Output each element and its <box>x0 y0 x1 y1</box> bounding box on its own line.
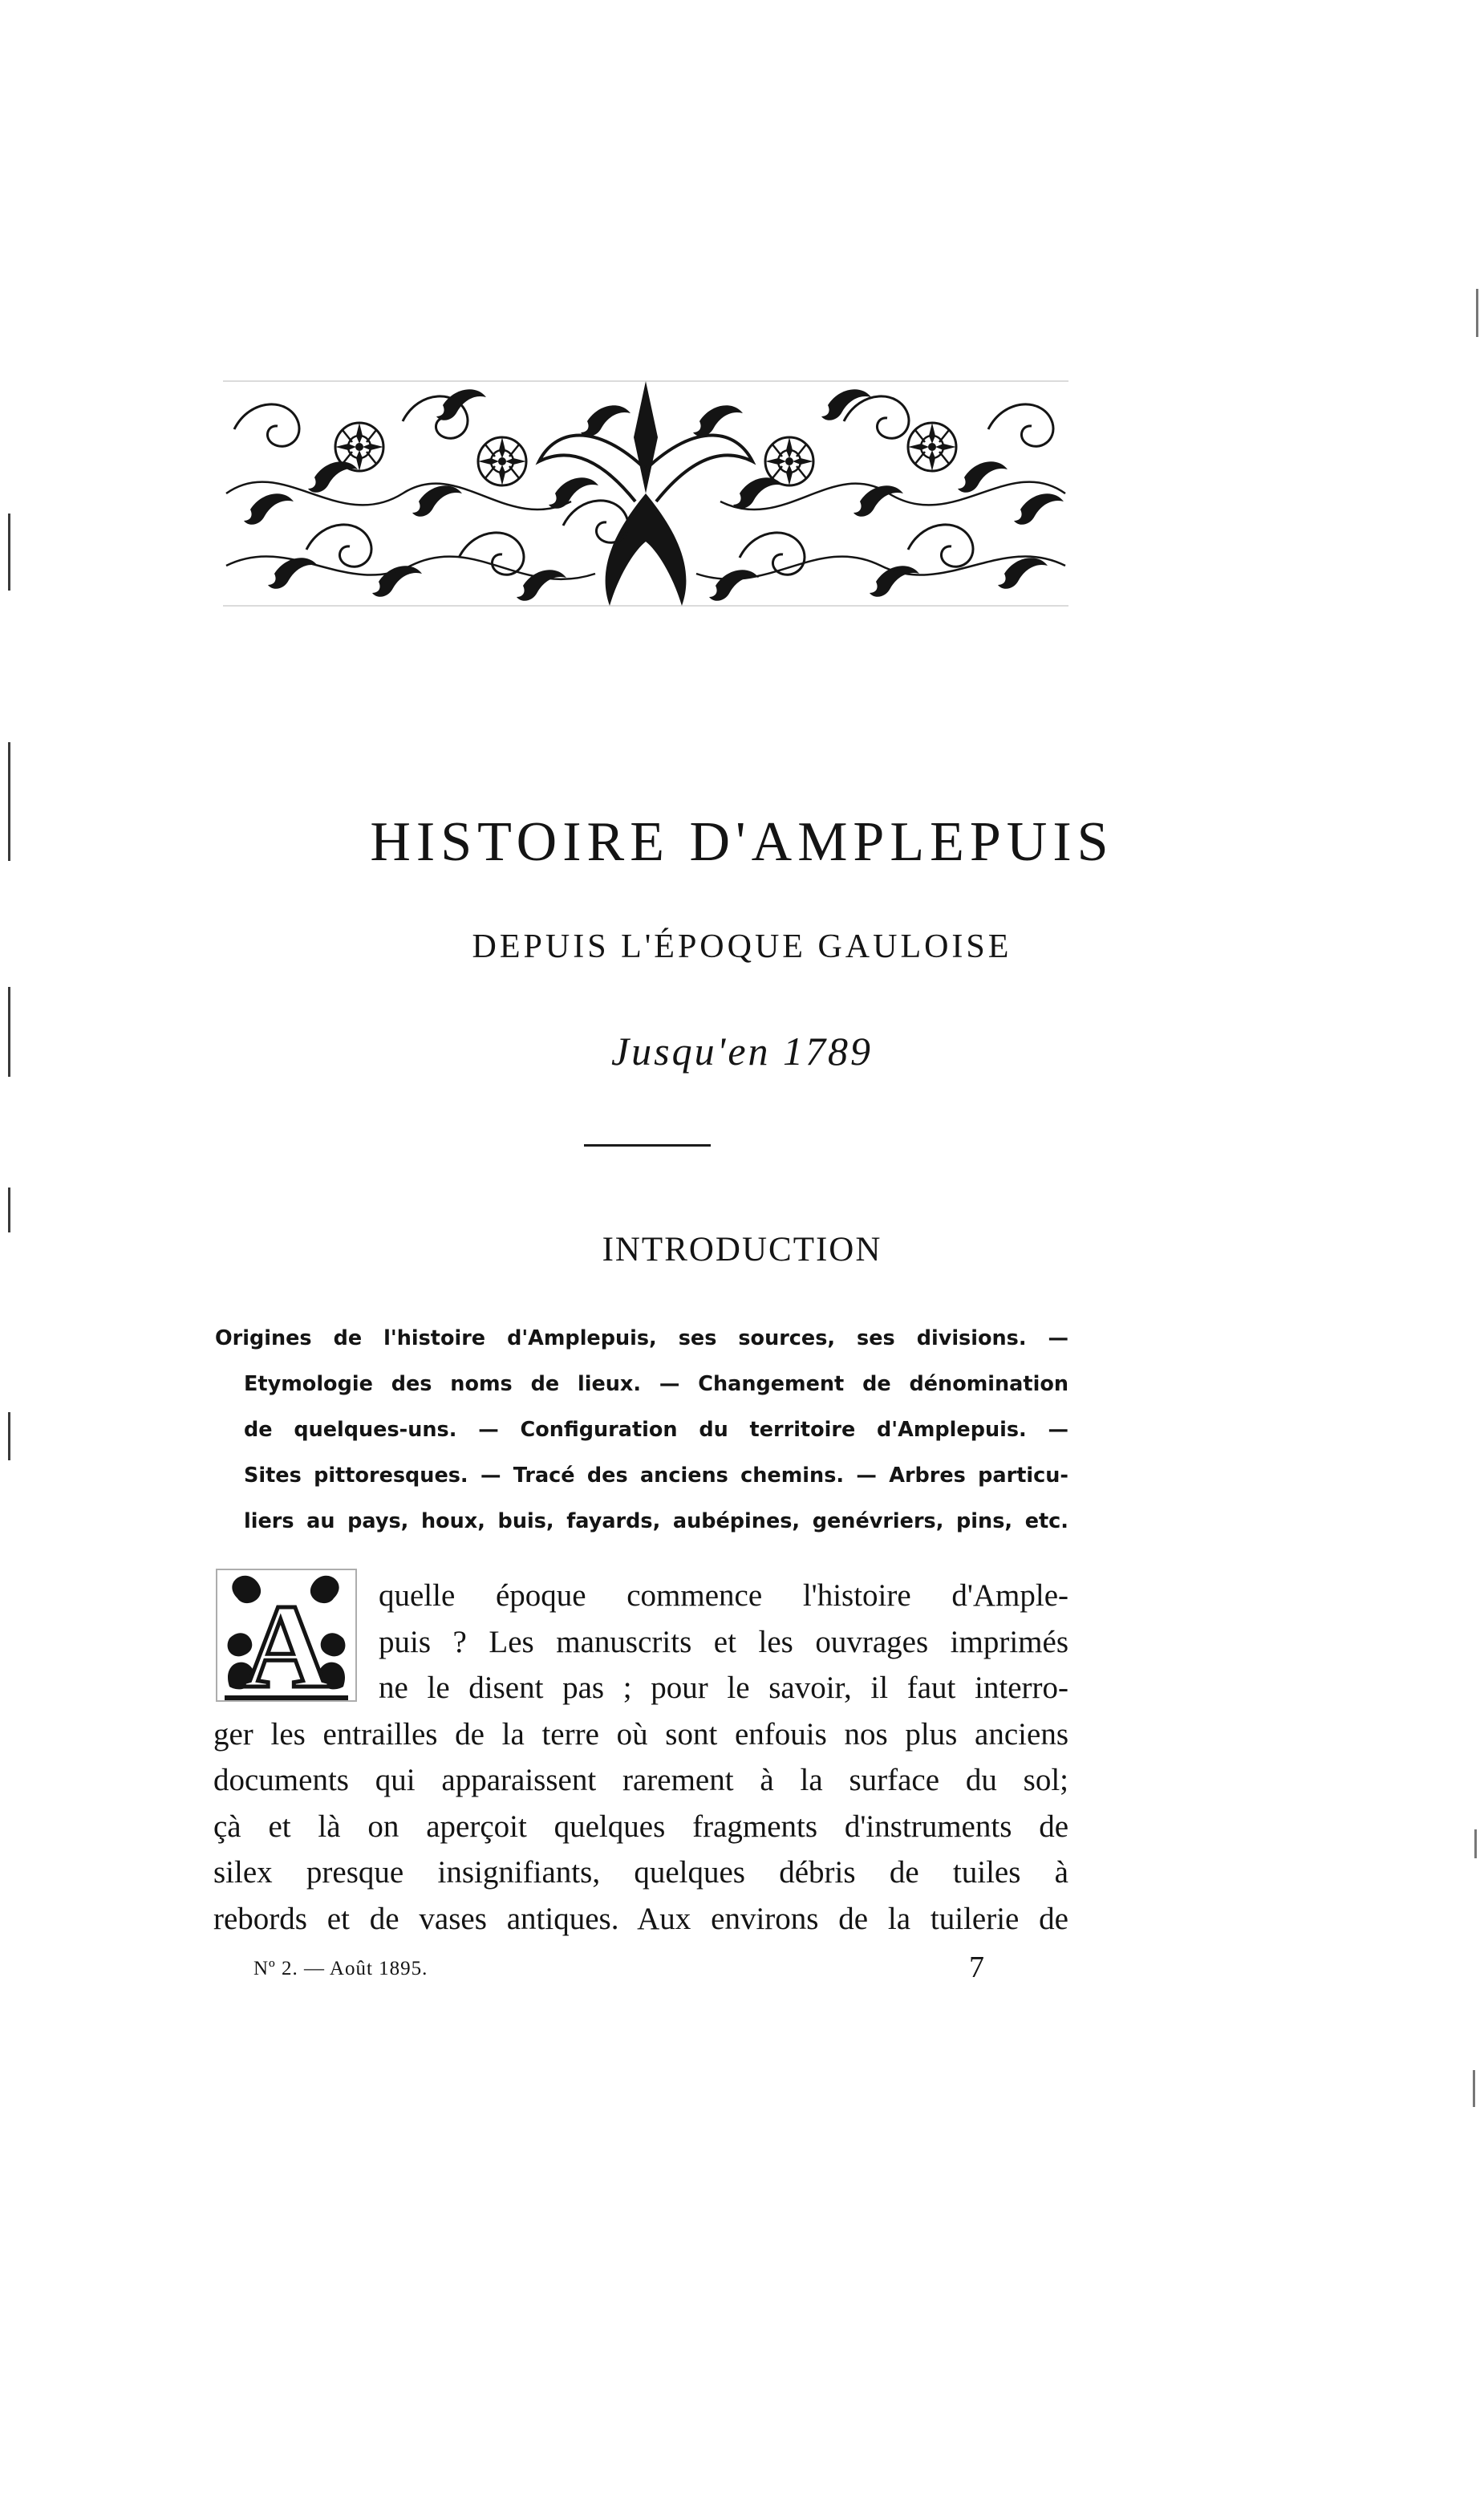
scan-speck <box>1474 1829 1477 1858</box>
body-paragraph <box>213 1573 1068 1942</box>
section-divider <box>584 1144 711 1147</box>
scan-edge-mark <box>8 1412 10 1460</box>
page-number: 7 <box>969 1951 984 1984</box>
body-line: ne le disent pas ; pour le savoir, il faut interro- <box>379 1671 1068 1705</box>
scan-edge-mark <box>8 514 10 591</box>
section-heading: INTRODUCTION <box>602 1231 882 1269</box>
issue-footer: Nº 2. — Août 1895. <box>253 1958 428 1979</box>
body-line: ger les entrailles de la terre où sont enfouis nos plus anciens <box>213 1716 1068 1752</box>
scan-speck <box>1473 2070 1475 2107</box>
page-title: HISTOIRE D'AMPLEPUIS <box>370 811 1114 873</box>
initial-letter: A <box>242 1580 330 1704</box>
ornamental-headpiece <box>218 373 1073 614</box>
summary-line: liers au pays, houx, buis, fayards, aubépines, genévriers, pins, etc. <box>244 1509 1068 1533</box>
summary-line: Sites pittoresques. — Tracé des anciens chemins. — Arbres particu- <box>244 1464 1068 1488</box>
summary-line: Etymologie des noms de lieux. — Changement de dénomination <box>244 1372 1068 1396</box>
summary-line: Origines de l'histoire d'Amplepuis, ses sources, ses divisions. — <box>215 1326 1068 1350</box>
date-line: Jusqu'en 1789 <box>610 1029 874 1074</box>
scan-edge-mark <box>8 1188 10 1232</box>
body-line: rebords et de vases antiques. Aux environs de la tuilerie de <box>213 1901 1068 1936</box>
page-subtitle: DEPUIS L'ÉPOQUE GAULOISE <box>472 928 1012 965</box>
scan-speck <box>1476 289 1478 337</box>
body-line: puis ? Les manuscrits et les ouvrages imprimés <box>379 1624 1068 1659</box>
body-line: silex presque insignifiants, quelques débris de tuiles à <box>213 1855 1068 1890</box>
body-line: documents qui apparaissent rarement à la surface du sol; <box>213 1763 1068 1797</box>
body-line: çà et là on aperçoit quelques fragments d'instruments de <box>213 1809 1068 1844</box>
chapter-summary <box>215 1316 1068 1545</box>
summary-line: de quelques-uns. — Configuration du territoire d'Amplepuis. — <box>244 1418 1068 1442</box>
body-line: quelle époque commence l'histoire d'Ample- <box>379 1578 1068 1613</box>
